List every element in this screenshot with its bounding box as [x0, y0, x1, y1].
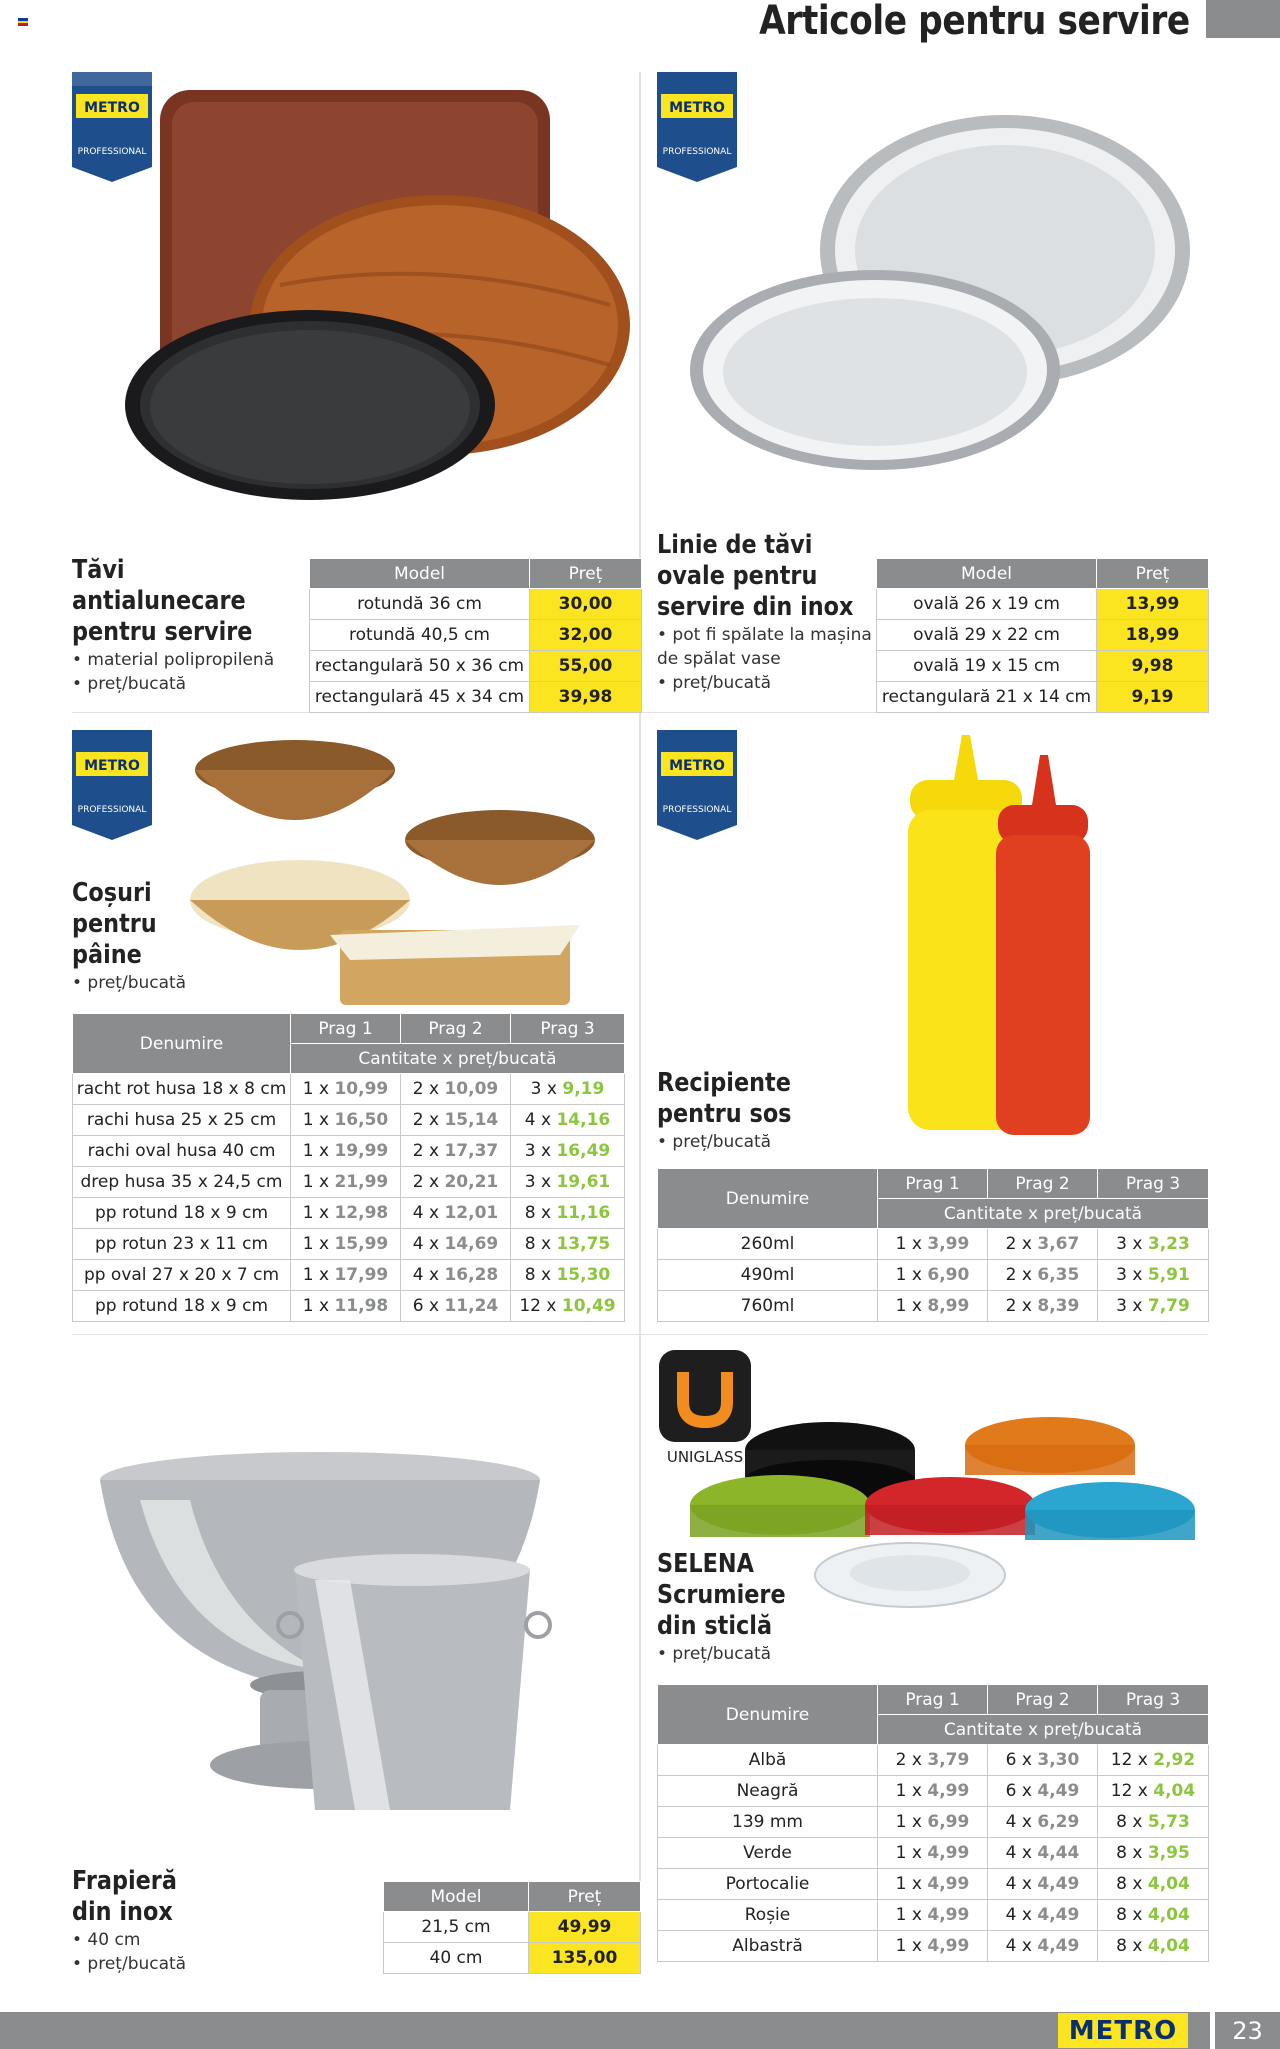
row-divider: [72, 1334, 1208, 1335]
product-title: pentru sos: [657, 1099, 792, 1129]
col-header: Prag 1: [291, 1014, 401, 1044]
professional-text: PROFESSIONAL: [77, 805, 147, 815]
price-cell: 32,00: [530, 620, 642, 651]
metro-logo-text: METRO: [1068, 2015, 1178, 2046]
table-row: [877, 651, 1209, 682]
model-cell: ovală 19 x 15 cm: [877, 651, 1097, 682]
col-header: Denumire: [73, 1014, 291, 1074]
uniglass-text: UNIGLASS: [666, 1448, 744, 1465]
table-row: Albă 2 x 3,79 6 x 3,30 12 x 2,92: [658, 1745, 1209, 1776]
product-title: din sticlă: [657, 1611, 773, 1641]
model-cell: 40 cm: [384, 1943, 529, 1974]
table-row: 760ml 1 x 8,99 2 x 8,39 3 x 7,79: [658, 1291, 1209, 1322]
tiered-price-table: [657, 1168, 1209, 1322]
model-cell: rotundă 40,5 cm: [310, 620, 530, 651]
name-cell: pp rotun 23 x 11 cm: [73, 1229, 291, 1260]
professional-text: PROFESSIONAL: [77, 147, 147, 157]
model-cell: ovală 26 x 19 cm: [877, 589, 1097, 620]
col-header: Prag 2: [988, 1169, 1098, 1199]
oval-trays-image: [675, 100, 1195, 480]
model-cell: 21,5 cm: [384, 1912, 529, 1943]
price-cell: 39,98: [530, 682, 642, 713]
col-header: Prag 3: [511, 1014, 625, 1044]
name-cell: pp rotund 18 x 9 cm: [73, 1198, 291, 1229]
product-title: Tăvi: [72, 555, 125, 585]
col-header: Prag 2: [988, 1685, 1098, 1715]
product-note: • preț/bucată: [657, 1644, 772, 1664]
product-title: din inox: [72, 1897, 173, 1927]
table-row: pp rotund 18 x 9 cm 1 x 11,98 6 x 11,24 12 x 10,49: [73, 1291, 625, 1322]
product-note: • preț/bucată: [72, 1954, 187, 1974]
flag-icon: [18, 18, 28, 26]
name-cell: Portocalie: [658, 1869, 878, 1900]
product-title: antialunecare: [72, 586, 246, 616]
tiered-price-table: [72, 1013, 625, 1322]
model-cell: rotundă 36 cm: [310, 589, 530, 620]
table-row: Neagră 1 x 4,99 6 x 4,49 12 x 4,04: [658, 1776, 1209, 1807]
metro-professional-badge: [657, 730, 737, 840]
price-cell: 49,99: [529, 1912, 641, 1943]
table-row: Roșie 1 x 4,99 4 x 4,49 8 x 4,04: [658, 1900, 1209, 1931]
price-cell: 135,00: [529, 1943, 641, 1974]
product-title: Coșuri: [72, 878, 152, 908]
table-row: [310, 589, 642, 620]
frapiera-title-block: [72, 1866, 194, 1976]
metro-text: METRO: [84, 758, 140, 774]
professional-text: PROFESSIONAL: [662, 147, 732, 157]
professional-text: PROFESSIONAL: [662, 805, 732, 815]
table-row: pp rotund 18 x 9 cm 1 x 12,98 4 x 12,01 8 x 11,16: [73, 1198, 625, 1229]
price-table: [309, 558, 642, 713]
table-row: [384, 1943, 641, 1974]
table-row: pp oval 27 x 20 x 7 cm 1 x 17,99 4 x 16,28 8 x 15,30: [73, 1260, 625, 1291]
name-cell: Neagră: [658, 1776, 878, 1807]
table-row: [310, 620, 642, 651]
col-header: Preț: [530, 559, 642, 589]
col-header: Prag 3: [1098, 1685, 1209, 1715]
sauce-bottles-image: [890, 730, 1100, 1140]
price-cell: 9,19: [1097, 682, 1209, 713]
table-row: Portocalie 1 x 4,99 4 x 4,49 8 x 4,04: [658, 1869, 1209, 1900]
name-cell: rachi oval husa 40 cm: [73, 1136, 291, 1167]
price-cell: 13,99: [1097, 589, 1209, 620]
model-cell: rectangulară 45 x 34 cm: [310, 682, 530, 713]
footer-bar: [0, 2012, 1210, 2049]
col-header: Prag 1: [878, 1685, 988, 1715]
product-note: • preț/bucată: [72, 973, 187, 993]
name-cell: Albastră: [658, 1931, 878, 1962]
name-cell: drep husa 35 x 24,5 cm: [73, 1167, 291, 1198]
col-header: Prag 1: [878, 1169, 988, 1199]
table-row: [877, 620, 1209, 651]
col-header: Prag 2: [401, 1014, 511, 1044]
table-row: racht rot husa 18 x 8 cm 1 x 10,99 2 x 10,09 3 x 9,19: [73, 1074, 625, 1105]
metro-footer-logo: [1058, 2013, 1188, 2048]
col-header: Model: [310, 559, 530, 589]
model-cell: rectangulară 21 x 14 cm: [877, 682, 1097, 713]
product-note: • pot fi spălate la mașina: [657, 625, 872, 645]
table-row: rachi husa 25 x 25 cm 1 x 16,50 2 x 15,14 4 x 14,16: [73, 1105, 625, 1136]
product-note: • material polipropilenă: [72, 650, 275, 670]
model-cell: rectangulară 50 x 36 cm: [310, 651, 530, 682]
product-title: ovale pentru: [657, 561, 818, 591]
table-row: [310, 682, 642, 713]
product-title: Linie de tăvi: [657, 530, 813, 560]
product-title: SELENA: [657, 1549, 754, 1579]
table-row: Verde 1 x 4,99 4 x 4,44 8 x 3,95: [658, 1838, 1209, 1869]
name-cell: pp rotund 18 x 9 cm: [73, 1291, 291, 1322]
name-cell: Verde: [658, 1838, 878, 1869]
product-title: Scrumiere: [657, 1580, 786, 1610]
table-row: [877, 682, 1209, 713]
col-header: Preț: [529, 1882, 641, 1912]
table-row: [310, 651, 642, 682]
col-header: Denumire: [658, 1685, 878, 1745]
page-header: [0, 0, 1280, 50]
name-cell: 760ml: [658, 1291, 878, 1322]
product-note: • preț/bucată: [72, 674, 187, 694]
name-cell: Albă: [658, 1745, 878, 1776]
page-title: Articole pentru servire: [759, 0, 1190, 44]
product-note: de spălat vase: [657, 649, 781, 669]
name-cell: 139 mm: [658, 1807, 878, 1838]
product-title: Frapieră: [72, 1866, 177, 1896]
scrumiere-title-block: [657, 1549, 807, 1666]
column-divider: [639, 72, 641, 1972]
metro-professional-badge: [72, 730, 152, 840]
metro-text: METRO: [669, 758, 725, 774]
table-row: pp rotun 23 x 11 cm 1 x 15,99 4 x 14,69 8 x 13,75: [73, 1229, 625, 1260]
name-cell: Roșie: [658, 1900, 878, 1931]
col-header: Preț: [1097, 559, 1209, 589]
table-row: 490ml 1 x 6,90 2 x 6,35 3 x 5,91: [658, 1260, 1209, 1291]
trays-image: [110, 85, 630, 505]
table-row: 260ml 1 x 3,99 2 x 3,67 3 x 3,23: [658, 1229, 1209, 1260]
price-cell: 9,98: [1097, 651, 1209, 682]
recipiente-title-block: [657, 1068, 813, 1154]
cosuri-title-block: [72, 878, 186, 995]
table-row: Albastră 1 x 4,99 4 x 4,49 8 x 4,04: [658, 1931, 1209, 1962]
col-header: Denumire: [658, 1169, 878, 1229]
model-cell: ovală 29 x 22 cm: [877, 620, 1097, 651]
table-row: [877, 589, 1209, 620]
col-subheader: Cantitate x preț/bucată: [878, 1199, 1209, 1229]
price-cell: 55,00: [530, 651, 642, 682]
name-cell: rachi husa 25 x 25 cm: [73, 1105, 291, 1136]
name-cell: racht rot husa 18 x 8 cm: [73, 1074, 291, 1105]
product-note: • preț/bucată: [657, 1132, 772, 1152]
price-cell: 18,99: [1097, 620, 1209, 651]
tavi-antialunecare-title-block: [72, 555, 282, 696]
table-row: rachi oval husa 40 cm 1 x 19,99 2 x 17,37 3 x 16,49: [73, 1136, 625, 1167]
table-row: [384, 1912, 641, 1943]
product-title: pentru servire: [72, 617, 253, 647]
name-cell: pp oval 27 x 20 x 7 cm: [73, 1260, 291, 1291]
product-title: Recipiente: [657, 1068, 791, 1098]
title-accent-bar: [1206, 0, 1280, 38]
product-note: • preț/bucată: [657, 673, 772, 693]
name-cell: 260ml: [658, 1229, 878, 1260]
table-row: drep husa 35 x 24,5 cm 1 x 21,99 2 x 20,21 3 x 19,61: [73, 1167, 625, 1198]
price-table: [383, 1881, 641, 1974]
name-cell: 490ml: [658, 1260, 878, 1291]
col-header: Prag 3: [1098, 1169, 1209, 1199]
metro-text: METRO: [669, 100, 725, 116]
col-header: Model: [384, 1882, 529, 1912]
product-title: pâine: [72, 940, 142, 970]
col-subheader: Cantitate x preț/bucată: [878, 1715, 1209, 1745]
price-cell: 30,00: [530, 589, 642, 620]
page-number: 23: [1215, 2012, 1280, 2049]
product-title: servire din inox: [657, 592, 854, 622]
price-table: [876, 558, 1209, 713]
tavi-ovale-title-block: [657, 530, 885, 695]
bread-baskets-image: [180, 730, 600, 1010]
product-note: • 40 cm: [72, 1930, 141, 1950]
col-subheader: Cantitate x preț/bucată: [291, 1044, 625, 1074]
col-header: Model: [877, 559, 1097, 589]
metro-text: METRO: [84, 100, 140, 116]
ice-bucket-image: [100, 1450, 560, 1830]
table-row: 139 mm 1 x 6,99 4 x 6,29 8 x 5,73: [658, 1807, 1209, 1838]
product-title: pentru: [72, 909, 157, 939]
tiered-price-table: [657, 1684, 1209, 1962]
